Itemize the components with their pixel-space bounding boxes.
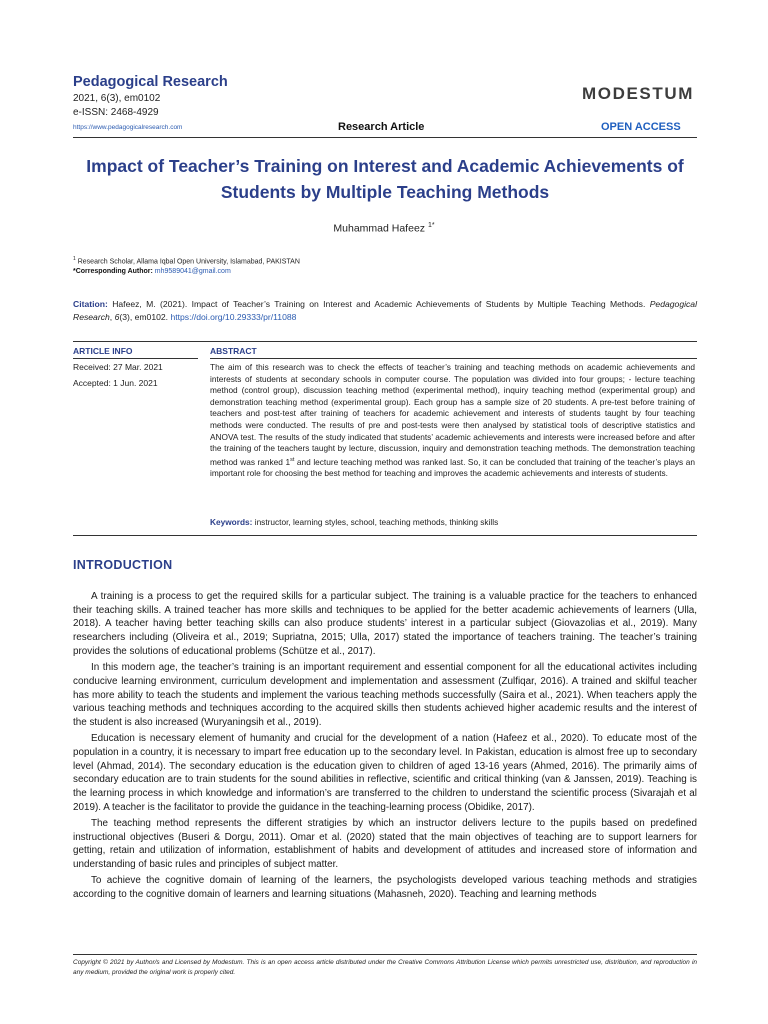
corresponding-author	[73, 268, 231, 275]
affiliation	[73, 256, 300, 265]
journal-url-link[interactable]: https://www.pedagogicalresearch.com	[73, 124, 183, 131]
body-paragraph: The teaching method represents the different stratigies by which an instructor delivers lecture to the pupils based on predefined instructional objectives (Buseri & Dorgu, 2011). Omar et al. (2020) stated that the main objectives of teaching are to support learners for getting, retain and utilization of information, establishment of habits and development of attitudes and increased store of information and understanding of basic rules and principles of subject matter.	[73, 818, 697, 871]
abstract-ordinal-sup: st	[290, 456, 295, 463]
abstract-text-main: The aim of this research was to check the effects of teacher’s training and teaching methods on academic achievements and interests of students at secondary schools in computer course. The population was divided into four groups; - lecture teaching method (control group), discussion teaching method (experimental method), inquiry teaching method (experimental group) and demonstration teaching method (experimental group). Each group has a sample size of 20 students. A pre-test before training of teachers and post-test after training of teachers for academic achievement and interests of students taught by four teaching methods were conducted. The results of pre and post-tests were then analysed by statistical tools of descriptive statistics and ANOVA test. The results of the study indicated that students’ academic achievements and interests were increased before and after the training of the teachers taught by lecture, discussion, inquiry and demonstration teaching methods. The demonstration teaching method was ranked 1	[210, 362, 695, 467]
body-paragraph: A training is a process to get the required skills for a particular subject. The training is a valuable practice for the teachers to enhanced their teaching skills. A trained teacher has more skills and techniques to be applied for the better academic achievements of learners (Ulla, 2018). A teacher having better teaching skills can also produce students’ interest in a particular subject (Giovazolias et al., 2019). Many researchers including (Oliveira et al., 2019; Supriatna, 2015; Ulla, 2017) stated the importance of teachers training. The teacher’s training provides the solutions of educational problems (Schütze et al., 2017).	[73, 591, 697, 657]
citation-label: Citation:	[73, 299, 108, 309]
affiliation-text: Research Scholar, Allama Iqbal Open University, Islamabad, PAKISTAN	[75, 258, 300, 266]
received-date: Received: 27 Mar. 2021	[73, 362, 163, 372]
citation-journal: Pedagogical Research	[73, 299, 697, 322]
publisher-logo: MODESTUM	[582, 84, 694, 103]
author-superscript: 1*	[427, 222, 435, 229]
corresponding-email-link[interactable]: mh9589041@gmail.com	[154, 268, 231, 275]
info-bottom-divider	[73, 535, 697, 536]
keywords-list: instructor, learning styles, school, teaching methods, thinking skills	[252, 517, 499, 527]
article-title: Impact of Teacher’s Training on Interest and Academic Achievements of Students by Multiple Teaching Methods	[86, 156, 684, 202]
info-top-divider	[73, 341, 697, 342]
keywords-line	[210, 517, 695, 527]
footer-divider	[73, 954, 697, 955]
author-name: Muhammad Hafeez	[333, 222, 428, 235]
journal-name[interactable]: Pedagogical Research	[73, 74, 228, 90]
info-column-divider	[73, 358, 198, 359]
abstract-text	[210, 362, 695, 480]
keywords-label: Keywords:	[210, 517, 253, 527]
abstract-text-end: and lecture teaching method was ranked last. So, it can be concluded that training of the teacher’s plays an important role for choosing the best method for teaching and improves the academic achievements and interests of students.	[210, 456, 695, 479]
corresponding-label: *Corresponding Author:	[73, 268, 155, 275]
introduction-body	[73, 590, 697, 904]
introduction-heading: INTRODUCTION	[73, 558, 173, 572]
author-line	[0, 222, 768, 235]
open-access-label: OPEN ACCESS	[601, 121, 681, 133]
citation-text: Hafeez, M. (2021). Impact of Teacher’s Training on Interest and Academic Achievements of Students by Multiple Teaching Methods.	[107, 299, 650, 309]
copyright-footer: Copyright © 2021 by Author/s and Licensed by Modestum. This is an open access article distributed under the Creative Commons Attribution License which permits unrestricted use, distribution, and reproduction in any medium, provided the original work is properly cited.	[73, 959, 697, 976]
abstract-column-divider	[210, 358, 697, 359]
abstract-heading: ABSTRACT	[210, 346, 257, 356]
citation-volume: 6	[114, 312, 120, 322]
article-info-heading: ARTICLE INFO	[73, 346, 133, 356]
body-paragraph: In this modern age, the teacher’s training is an important requirement and essential component for all the educational activites including conducive learning environment, curriculum development and implementation and assessment (Zulfiqar, 2016). A trained and skilful teacher has more ability to teach the students and implement the various teaching methods successfully (Saira et al., 2021). When teachers apply the various teaching methods and techniques according to the acquired skills then students achieved higher academic results and the interest of the student is also increased (Wuryaningsih et al., 2019).	[73, 662, 697, 728]
header-divider	[73, 137, 697, 138]
accepted-date: Accepted: 1 Jun. 2021	[73, 378, 158, 388]
article-type: Research Article	[338, 121, 425, 133]
body-paragraph: Education is necessary element of humanity and crucial for the development of a nation (Hafeez et al., 2020). To educate most of the population in a country, it is necessary to impart free education up to the secondary level. In Pakistan, education is almost free up to secondary level (Ahmad, 2014). The secondary education is the education given to children of aged 13-16 years (Ahmed, 2016). The primarily aims of secondary education are to train students for the sound abilities in reflective, scientific and critical thinking (van & Janssen, 2019). Teaching is the learning process in which knowledge and information’s are transferred to the children to understand the scientific process (Sivarajah et al 2019). A teacher is the facilitator to provide the guidance in the teaching-learning process (Obidike, 2017).	[73, 733, 697, 813]
citation-block	[73, 298, 697, 324]
journal-volume: 2021, 6(3), em0102	[73, 93, 161, 104]
affiliation-marker: 1	[73, 256, 76, 262]
citation-sep: ,	[109, 312, 115, 322]
citation-doi-link[interactable]: https://doi.org/10.29333/pr/11088	[170, 312, 297, 322]
citation-issue-pages: (3), em0102.	[119, 312, 171, 322]
journal-issn: e-ISSN: 2468-4929	[73, 107, 159, 118]
body-paragraph: To achieve the cognitive domain of learning of the learners, the psychologists developed various teaching methods and stratigies according to the cognitive domain of learners and learning situations (Mahasneh, 2020). Teaching and learning methods	[73, 875, 697, 901]
